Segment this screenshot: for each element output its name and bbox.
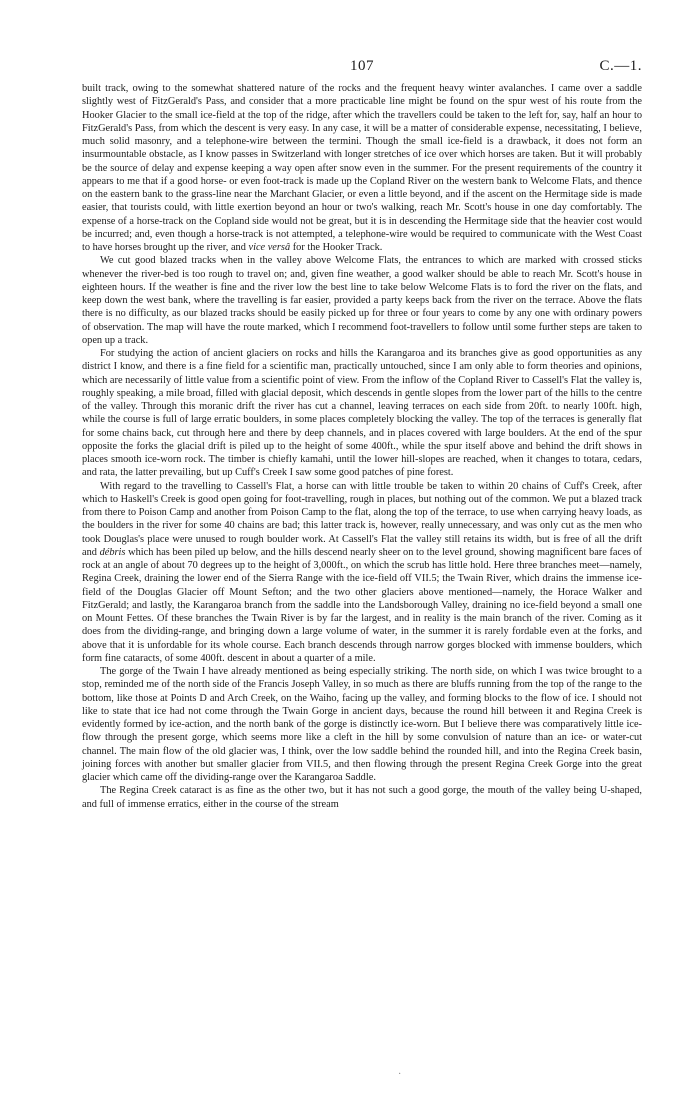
paragraph-2: We cut good blazed tracks when in the valley above Welcome Flats, the entrances to which are marked with crossed sticks whenever the river-bed is too rough to travel on; and, given fine weather, a good walker should be able to reach Mr. Scott's house in eighteen hours. If the weather is fine and the river low the best line to take below Welcome Flats is to ford the river on the flats, and keep down the west bank, where the travelling is far easier, provided a party keeps back from the river on the terrace. Above the flats there is no difficulty, as our blazed tracks should be easily picked up for three or four years to come by any one with ordinary powers of observation. The map will have the route marked, which I recommend foot-travellers to follow until some further steps are taken to open up a track. — [82, 255, 642, 346]
paragraph-text: which has been piled up below, and the hills descend nearly sheer on to the level ground, showing magnificent bare faces of rock at an angle of about 70 degrees up to the height of 3,000ft., on which the scrub has little hold. Here three branches meet—namely, Regina Creek, draining the lower end of the Sierra Range with the ice-field off VII.5; the Twain River, which drains the immense ice-field of the Douglas Glacier off Mount Sefton; and the two other glaciers above mentioned—namely, the Horace Walker and FitzGerald; and lastly, the Karangaroa branch from the saddle into the Landsborough Valley, draining no ice-field beyond a small one on Mount Fettes. Of these branches the Twain River is by far the largest, and in reality is the main branch of the river. Coming as it does from the dividing-range, and bringing down a large volume of water, in the summer it is rarely fordable even at the forks, and above that it is unfordable for its whole course. Each branch descends through narrow gorges blocked with immense boulders, which form fine cataracts, of some 400ft. descent in about a quarter of a mile. — [82, 546, 642, 664]
document-reference: C.—1. — [599, 58, 642, 74]
italic-phrase: débris — [99, 546, 126, 558]
paragraph-6: The Regina Creek cataract is as fine as the other two, but it has not such a good gorge, the mouth of the valley being U-shaped, and full of immense erratics, either in the course of the stream — [82, 785, 642, 810]
paragraph-5: The gorge of the Twain I have already mentioned as being especially striking. The north side, on which I was twice brought to a stop, reminded me of the north side of the Francis Joseph Valley, in so much as there are bluffs running from the top of the range to the bottom, like those at Points D and Arch Creek, on the Waiho, facing up the valley, and forming blocks to the flow of ice. I should not like to state that ice had not come through the Twain Gorge in ancient days, because the round hill between it and Regina Creek is evidently formed by ice-action, and the north bank of the gorge is distinctly ice-worn. But I believe there was comparatively little ice-flow through the present gorge, which seems more like a cleft in the hill by some convulsion of nature than an ice- or water-cut channel. The main flow of the old glacier was, I think, over the low saddle behind the rounded hill, and into the Regina Creek basin, joining forces with another but smaller glacier from VII.5, and then flowing through the present Regina Creek Gorge into the great glacier which came off the dividing-range over the Karangaroa Saddle. — [82, 666, 642, 783]
paragraph-text: With regard to the travelling to Cassell's Flat, a horse can with little trouble be taken to within 20 chains of Cuff's Creek, after which to Haskell's Creek is good open going for foot-travelling, rough in places, but nothing out of the common. We put a blazed track from there to Poison Camp and another from Poison Camp to the flat, along the top of the terrace, to use when carrying heavy loads, as the boulders in the river for some 40 chains are bad; this latter track is, however, really unnecessary, and was only cut as the men who took Douglas's place were unused to rough boulder work. At Cassell's Flat the valley still retains its width, but is free of all the drift and — [82, 480, 642, 558]
paragraph-1 — [82, 82, 642, 254]
document-body — [82, 82, 642, 811]
footer-mark: · — [398, 1069, 402, 1080]
paragraph-text: for the Hooker Track. — [290, 242, 383, 253]
paragraph-3: For studying the action of ancient glaciers on rocks and hills the Karangaroa and its branches give as good opportunities as any district I know, and there is a fine field for a scientific man, practically untouched, since I am only able to form theories and opinions, which are necessarily of little value from a scientific point of view. From the inflow of the Copland River to Cassell's Flat the valley is, roughly speaking, a mile broad, filled with glacial deposit, which descends in gentle slopes from the lower part of the hills to the centre of the valley. Through this moranic drift the river has cut a channel, leaving terraces on each side from 20ft. to nearly 100ft. high, while the course is full of large erratic boulders, in some places completely blocking the valley. The top of the terraces is generally flat for some chains back, cut through here and there by deep channels, and in places covered with large boulders. At the end of the spur opposite the forks the glacial drift is piled up to the height of some 400ft., while the spur itself above and behind the drift shows in places smooth ice-worn rock. The timber is chiefly kamahi, until the lower hill-slopes are reached, when it changes to totara, cedars, and rata, the latter prevailing, but up Cuff's Creek I saw some good patches of pine forest. — [82, 348, 642, 479]
paragraph-4 — [82, 480, 642, 666]
page-number: 107 — [350, 58, 374, 74]
italic-phrase: vice versâ — [248, 242, 291, 253]
paragraph-text: built track, owing to the somewhat shattered nature of the rocks and the frequent heavy winter avalanches. I came over a saddle slightly west of FitzGerald's Pass, and consider that a more practicable line might be found on the spur west of his route from the Hooker Glacier to the small ice-field at the top of the ridge, after which the travellers could be taken to the left for, say, half an hour to FitzGerald's Pass, from which the descent is very easy. In any case, it will be a matter of considerable expense, necessitating, I believe, much solid masonry, and a telephone-wire between the termini. Though the small ice-field is a drawback, it does not form an insurmountable obstacle, as I know passes in Switzerland with longer stretches of ice over which horses are taken. But it will probably be the source of delay and expense keeping a way open after snow even in the summer. For the present requirements of the country it appears to me that if a good horse- or even foot-track is made up the Copland River on the western bank to Welcome Flats, and thence on the eastern bank to the grass-line near the Marchant Glacier, or even a little beyond, and if the ascent on the Hermitage side is made easier, that tourists could, with little exertion beyond an hour or two's walking, reach Mr. Scott's house in one day comfortably. The expense of a horse-track on the Copland side would not be great, but it is in descending the Hermitage side that the heavier cost would be incurred; and, even though a horse-track is not attempted, a telephone-wire would be required to communicate with the West Coast to have horses brought up the river, and — [82, 83, 642, 253]
page-header — [82, 58, 642, 76]
